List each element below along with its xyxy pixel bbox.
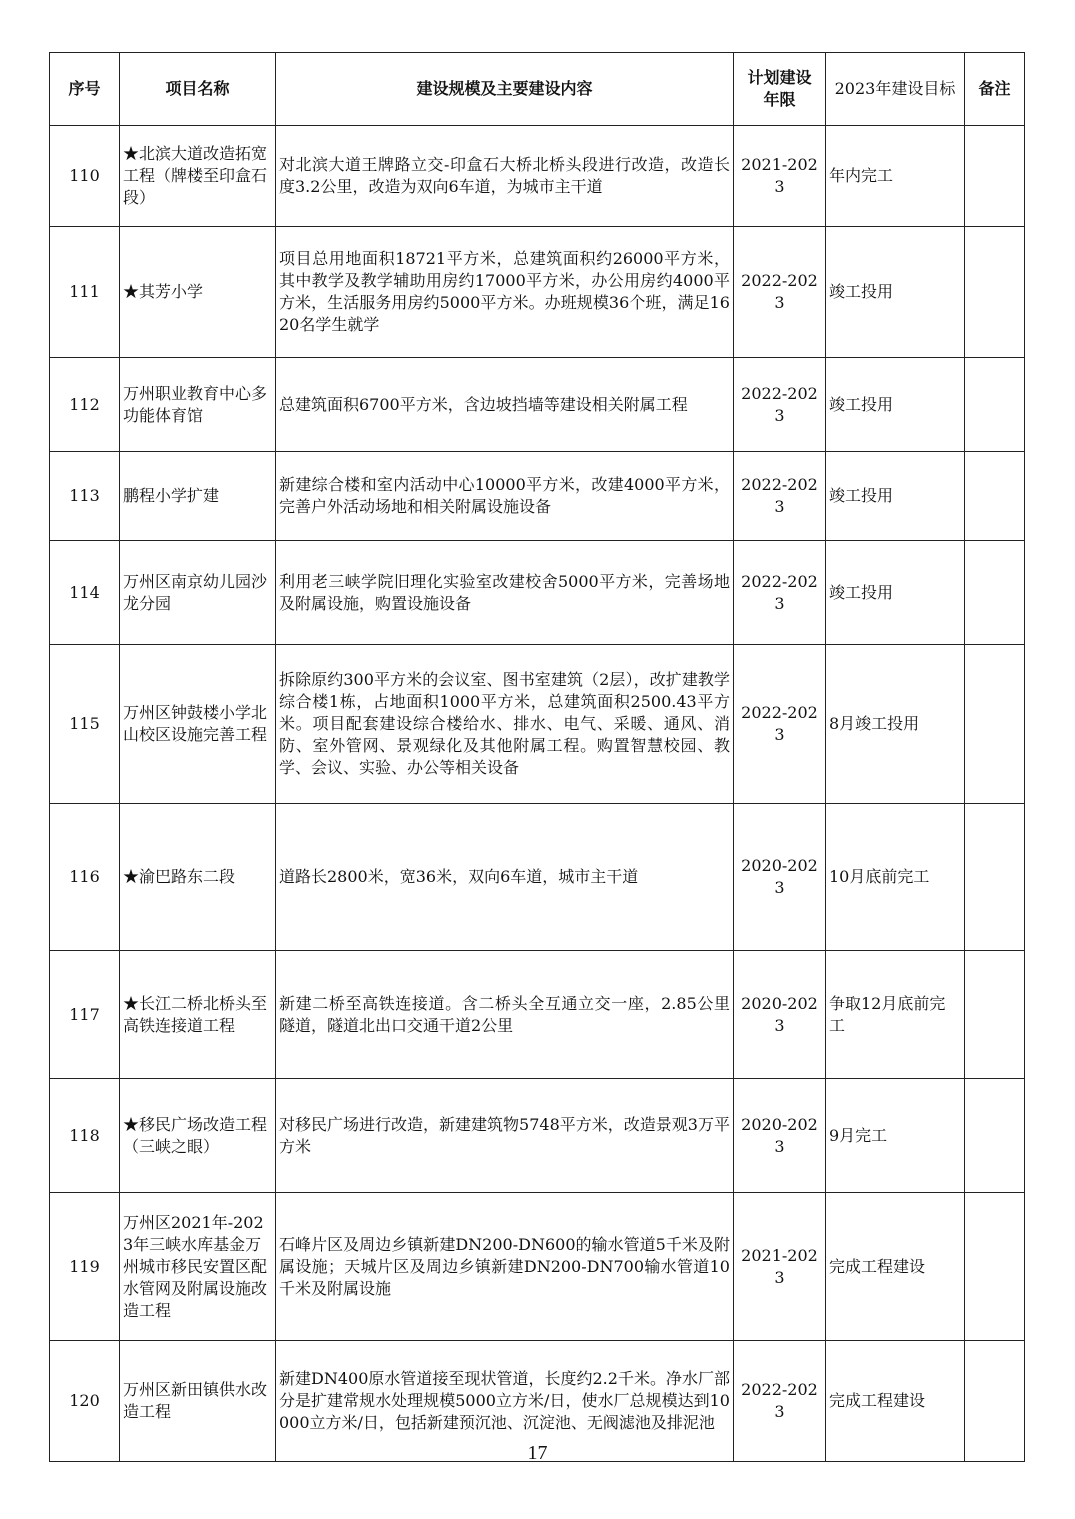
- project-name: ★渝巴路东二段: [120, 804, 276, 951]
- project-note: [965, 541, 1025, 645]
- project-content: 道路长2800米，宽36米，双向6车道，城市主干道: [276, 804, 734, 951]
- project-content: 总建筑面积6700平方米，含边坡挡墙等建设相关附属工程: [276, 358, 734, 452]
- project-goal: 竣工投用: [826, 541, 965, 645]
- row-number: 111: [50, 227, 120, 358]
- project-name: 万州区钟鼓楼小学北山校区设施完善工程: [120, 645, 276, 804]
- project-name: ★其芳小学: [120, 227, 276, 358]
- project-note: [965, 951, 1025, 1079]
- header-goal: 2023年建设目标: [826, 53, 965, 126]
- project-content: 新建二桥至高铁连接道。含二桥头全互通立交一座，2.85公里隧道，隧道北出口交通干道2公里: [276, 951, 734, 1079]
- project-years: 2022-2023: [734, 1341, 826, 1462]
- row-number: 116: [50, 804, 120, 951]
- header-no: 序号: [50, 53, 120, 126]
- table-row: [50, 951, 1025, 1079]
- project-goal: 10月底前完工: [826, 804, 965, 951]
- row-number: 120: [50, 1341, 120, 1462]
- project-years: 2022-2023: [734, 227, 826, 358]
- project-note: [965, 358, 1025, 452]
- project-name: 鹏程小学扩建: [120, 452, 276, 541]
- header-content: 建设规模及主要建设内容: [276, 53, 734, 126]
- header-note: 备注: [965, 53, 1025, 126]
- table-row: [50, 452, 1025, 541]
- project-content: 新建DN400原水管道接至现状管道，长度约2.2千米。净水厂部分是扩建常规水处理规模5000立方米/日，使水厂总规模达到10000立方米/日，包括新建预沉池、沉淀池、无阀滤池及排泥池: [276, 1341, 734, 1462]
- table-row: [50, 227, 1025, 358]
- table-row: [50, 358, 1025, 452]
- project-goal: 8月竣工投用: [826, 645, 965, 804]
- project-years: 2020-2023: [734, 1079, 826, 1193]
- row-number: 117: [50, 951, 120, 1079]
- project-content: 对移民广场进行改造，新建建筑物5748平方米，改造景观3万平方米: [276, 1079, 734, 1193]
- row-number: 118: [50, 1079, 120, 1193]
- table-row: [50, 804, 1025, 951]
- row-number: 113: [50, 452, 120, 541]
- project-years: 2020-2023: [734, 951, 826, 1079]
- header-name: 项目名称: [120, 53, 276, 126]
- project-goal: 竣工投用: [826, 358, 965, 452]
- row-number: 110: [50, 126, 120, 227]
- header-years: 计划建设年限: [734, 53, 826, 126]
- project-goal: 完成工程建设: [826, 1193, 965, 1341]
- project-goal: 争取12月底前完工: [826, 951, 965, 1079]
- project-years: 2022-2023: [734, 358, 826, 452]
- row-number: 112: [50, 358, 120, 452]
- project-years: 2022-2023: [734, 541, 826, 645]
- project-table: [49, 52, 1025, 1462]
- project-goal: 竣工投用: [826, 452, 965, 541]
- project-note: [965, 452, 1025, 541]
- project-name: 万州区2021年-2023年三峡水库基金万州城市移民安置区配水管网及附属设施改造工程: [120, 1193, 276, 1341]
- project-goal: 9月完工: [826, 1079, 965, 1193]
- project-content: 石峰片区及周边乡镇新建DN200-DN600的输水管道5千米及附属设施；天城片区及周边乡镇新建DN200-DN700输水管道10千米及附属设施: [276, 1193, 734, 1341]
- project-goal: 完成工程建设: [826, 1341, 965, 1462]
- header-row: [50, 53, 1025, 126]
- project-goal: 竣工投用: [826, 227, 965, 358]
- table-row: [50, 541, 1025, 645]
- project-content: 利用老三峡学院旧理化实验室改建校舍5000平方米，完善场地及附属设施，购置设施设备: [276, 541, 734, 645]
- project-note: [965, 227, 1025, 358]
- project-content: 对北滨大道王牌路立交-印盒石大桥北桥头段进行改造，改造长度3.2公里，改造为双向6车道，为城市主干道: [276, 126, 734, 227]
- table-row: [50, 1193, 1025, 1341]
- project-content: 新建综合楼和室内活动中心10000平方米，改建4000平方米，完善户外活动场地和相关附属设施设备: [276, 452, 734, 541]
- table-row: [50, 645, 1025, 804]
- project-note: [965, 645, 1025, 804]
- project-goal: 年内完工: [826, 126, 965, 227]
- project-years: 2021-2023: [734, 1193, 826, 1341]
- table-row: [50, 1079, 1025, 1193]
- project-note: [965, 1193, 1025, 1341]
- project-note: [965, 126, 1025, 227]
- project-name: ★长江二桥北桥头至高铁连接道工程: [120, 951, 276, 1079]
- project-content: 拆除原约300平方米的会议室、图书室建筑（2层），改扩建教学综合楼1栋，占地面积1000平方米，总建筑面积2500.43平方米。项目配套建设综合楼给水、排水、电气、采暖、通风、消防、室外管网、景观绿化及其他附属工程。购置智慧校园、教学、会议、实验、办公等相关设备: [276, 645, 734, 804]
- row-number: 115: [50, 645, 120, 804]
- project-name: ★北滨大道改造拓宽工程（牌楼至印盒石段）: [120, 126, 276, 227]
- project-name: 万州职业教育中心多功能体育馆: [120, 358, 276, 452]
- row-number: 119: [50, 1193, 120, 1341]
- project-name: 万州区南京幼儿园沙龙分园: [120, 541, 276, 645]
- page-number: 17: [527, 1442, 548, 1464]
- project-years: 2022-2023: [734, 645, 826, 804]
- project-note: [965, 804, 1025, 951]
- table-row: [50, 126, 1025, 227]
- project-years: 2022-2023: [734, 452, 826, 541]
- row-number: 114: [50, 541, 120, 645]
- project-name: 万州区新田镇供水改造工程: [120, 1341, 276, 1462]
- project-content: 项目总用地面积18721平方米，总建筑面积约26000平方米，其中教学及教学辅助用房约17000平方米，办公用房约4000平方米，生活服务用房约5000平方米。办班规模36个班，满足1620名学生就学: [276, 227, 734, 358]
- project-name: ★移民广场改造工程（三峡之眼）: [120, 1079, 276, 1193]
- project-note: [965, 1079, 1025, 1193]
- project-years: 2021-2023: [734, 126, 826, 227]
- project-years: 2020-2023: [734, 804, 826, 951]
